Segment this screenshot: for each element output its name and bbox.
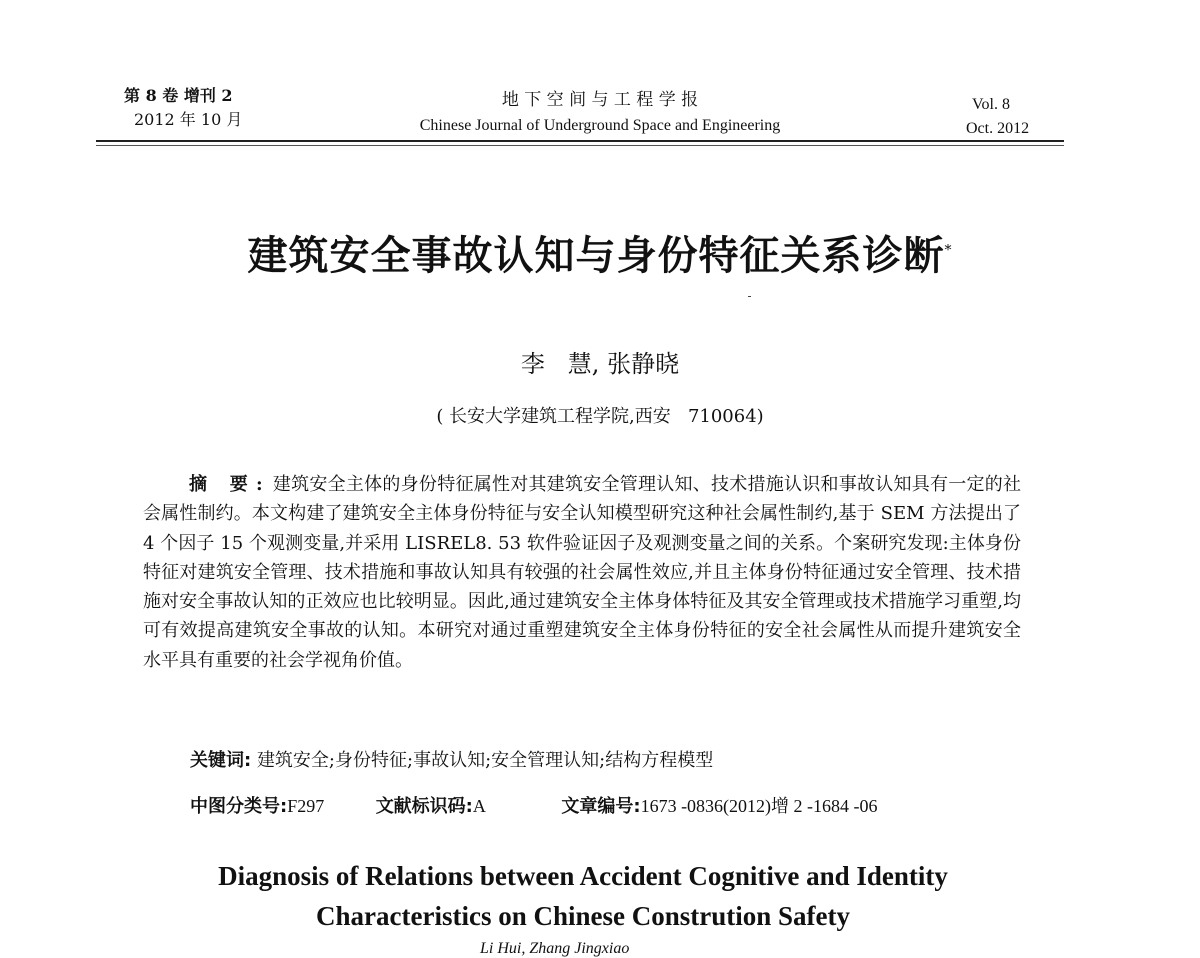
- doc-code-label: 文献标识码:: [375, 796, 473, 817]
- journal-name-en: Chinese Journal of Underground Space and Engineering: [419, 117, 781, 134]
- classification-row: [190, 792, 878, 818]
- print-speck: [748, 296, 751, 297]
- english-title: [0, 856, 1166, 936]
- title-footnote-mark: *: [944, 242, 953, 259]
- english-title-line-1: Diagnosis of Relations between Accident Cognitive and Identity: [218, 861, 948, 891]
- header-rule-thin: [96, 145, 1064, 146]
- article-number-value: 1673 -0836(2012)增 2 -1684 -06: [640, 796, 878, 816]
- authors: 李 慧, 张静晓: [520, 350, 680, 378]
- volume-en: Vol. 8: [972, 96, 1010, 113]
- date-cn: 2012 年 10 月: [134, 110, 243, 129]
- english-authors-cut-off: Li Hui, Zhang Jingxiao: [480, 940, 630, 957]
- paper-title-text: 建筑安全事故认知与身份特征关系诊断: [247, 232, 945, 279]
- abstract: [143, 470, 1021, 675]
- journal-name-cn: 地 下 空 间 与 工 程 学 报: [501, 90, 699, 110]
- header-rule: [96, 140, 1064, 142]
- keywords-label: 关键词:: [190, 750, 252, 771]
- paper-title: [0, 224, 1200, 281]
- english-title-line-2: Characteristics on Chinese Constrution Safety: [316, 901, 850, 931]
- abstract-label: 摘 要:: [189, 474, 271, 495]
- clc-label: 中图分类号:: [190, 796, 288, 817]
- doc-code-value: A: [472, 796, 486, 816]
- date-en: Oct. 2012: [966, 120, 1030, 137]
- clc-value: F297: [287, 796, 325, 816]
- article-number-label: 文章编号:: [561, 796, 641, 817]
- keywords: [190, 746, 713, 772]
- affiliation: ( 长安大学建筑工程学院,西安 710064): [436, 406, 764, 427]
- keywords-text: 建筑安全;身份特征;事故认知;安全管理认知;结构方程模型: [256, 750, 714, 771]
- volume-issue-cn: 第 8 卷 增刊 2: [124, 86, 233, 105]
- abstract-text: 建筑安全主体的身份特征属性对其建筑安全管理认知、技术措施认识和事故认知具有一定的社会属性制约。本文构建了建筑安全主体身份特征与安全认知模型研究这种社会属性制约,基于 SEM 方法提出了 4 个因子 15 个观测变量,并采用 LISREL8. 53 软件验证因子及观测变量之间的关系。个案研究发现:主体身份特征对建筑安全管理、技术措施和事故认知具有较强的社会属性效应,并且主体身份特征通过安全管理、技术措施对安全事故认知的正效应也比较明显。因此,通过建筑安全主体身体特征及其安全管理或技术措施学习重塑,均可有效提高建筑安全事故的认知。本研究对通过重塑建筑安全主体身份特征的安全社会属性从而提升建筑安全水平具有重要的社会学视角价值。: [143, 474, 1021, 671]
